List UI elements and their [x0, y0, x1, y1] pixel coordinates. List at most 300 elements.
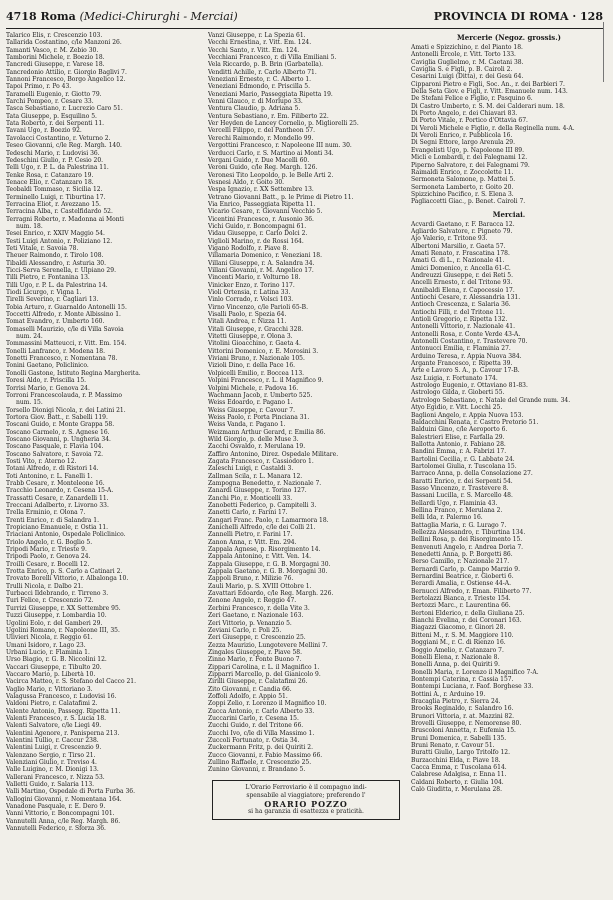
directory-entry: Terracina Eliot, r. Avezzano 15. [6, 200, 101, 208]
directory-entry: Ventura Sebastiano, r. Em. Filiberto 22. [208, 112, 329, 120]
directory-entry: Via Enrico, Passeggiata Ripetta 11. [208, 200, 316, 208]
directory-entry: Tedeschi Mario, r. Ludovisi 36. [6, 149, 100, 157]
directory-entry: Tropiciano Emanuele, r. Ostia 11. [6, 524, 109, 532]
directory-entry: Ugolini Romano, r. Napoleone III, 35. [6, 626, 120, 634]
directory-entry: Di Porto Vitale, r. Portico d'Ottavia 67. [411, 117, 528, 125]
directory-entry: Spizzichino Pacifico, r. S. Elena 3. [411, 190, 514, 198]
directory-entry: Bandini Emma, r. A. Fabrizi 17. [411, 448, 507, 456]
directory-entry: Vacirca Matteo, r. S. Stefano del Cacco 21. [6, 678, 137, 686]
directory-entry: Vichi Guido, r. Boncompagni 61. [208, 222, 307, 230]
directory-entry: Di Veroli Enrico, r. Pubblicola 16. [411, 132, 513, 140]
directory-entry: Benvenuti Angelo, r. Andrea Doria 7. [411, 543, 524, 551]
directory-entry: Toscano Carmelo, r. S. Agnese 16. [6, 428, 110, 436]
header-subtitle: (Medici-Chirurghi - Merciai) [79, 10, 238, 23]
directory-entry: Tamborini Michele, r. Boezio 18. [6, 54, 105, 62]
directory-entry: Tancredi Giuseppe, r. Varese 18. [6, 61, 105, 69]
directory-entry: Villani Giovanni, r. M. Angelico 17. [208, 267, 314, 274]
directory-entry: Amati e Spizzichino, r. del Pianto 18. [411, 44, 523, 51]
directory-entry: Caviglia Guglielmo, r. M. Caetani 38. [411, 58, 524, 66]
directory-entry: Tata Roberto, r. dei Serpenti 11. [6, 120, 105, 128]
directory-entry: Andreuzzi Giuseppe, r. dei Reti 5. [411, 271, 513, 279]
page-number: 4718 [6, 10, 37, 23]
directory-entry: Troilli Cesare, r. Bocelli 12. [6, 560, 90, 568]
directory-entry: Vergottini Francesco, r. Napoleone III num. 30. [208, 142, 352, 150]
directory-entry: Bontempi Caterina, r. Cassia 157. [411, 675, 514, 683]
directory-entry: Zezza Maurizio, Lungotevere Mellini 7. [208, 641, 328, 649]
directory-entry: Caldani Roberto, r. Giulia 104. [411, 778, 504, 786]
directory-entry: Bianchi Evelina, r. dei Coronari 163. [411, 617, 522, 625]
directory-entry: Zappoli Bruno, r. Milizie 76. [208, 575, 294, 583]
directory-entry: Della Seta Giov. e Figli, r. Vitt. Emanuele num. 143. [411, 88, 568, 96]
directory-entry: Tallarida Costantino, c/le Manzoni 26. [6, 39, 122, 47]
directory-entry: Tuzzi Giuseppe, r. Lombardia 10. [6, 612, 107, 620]
directory-entry: Valli Martino, Ospedale di Porta Furba 36. [6, 788, 136, 796]
directory-entry: Zinno Mario, r. Fonte Buono 7. [208, 656, 302, 664]
directory-entry: Venni Glauco, r. di Morlupo 33. [208, 98, 303, 106]
directory-entry: Torsello Dionigi Nicola, r. dei Latini 21. [6, 406, 126, 414]
directory-entry: Tosti Vito, r. Aterno 12. [6, 457, 77, 465]
directory-entry: Valletti Guido, r. Salaria 113. [6, 781, 95, 789]
directory-entry: Brunori Vittoria, r. at. Mazzini 82. [411, 712, 515, 720]
directory-entry: Volpini Michele, r. Padova 16. [208, 384, 299, 392]
directory-entry: Tiodi Licurgo, r. Vigna 1. [6, 289, 82, 297]
directory-entry: Tripodi Paolo, r. Genova 24. [6, 553, 91, 561]
directory-entry: Antioli Gregorio, r. Ripetta 132. [411, 316, 508, 324]
directory-entry: Tapoi Primo, r. Po 43. [6, 83, 72, 91]
directory-entry: Antiochi Cesare, r. Alessandria 131. [411, 294, 521, 301]
directory-entry: Zucchi Guido, r. del Tritone 66. [208, 722, 304, 730]
directory-entry: Valenti Salvatore, c/le Liegi 49. [6, 722, 102, 730]
directory-entry: Vanadone Pasquale, r. E. Dero 9. [6, 803, 106, 811]
directory-entry: Ticci-Serva Serenella, r. Ulpiano 29. [6, 267, 116, 274]
directory-entry: Evangelisti Ugo, p. Napoleone III 89. [411, 146, 524, 154]
directory-entry: Arduino Teresa, r. Appia Nuova 384. [411, 352, 522, 360]
directory-entry: De Stefani Felice e Figlio, r. Pasquino 6. [411, 95, 533, 103]
advert-line-2: spensabile al viaggiatore; preferendo l' [246, 791, 366, 799]
directory-entry: Amati G. di L., r. Nazionale 41. [411, 257, 505, 265]
directory-entry: Tonetti Francesco, r. Nomentana 78. [6, 355, 118, 363]
directory-entry: Vallerani Francesco, r. Nizza 53. [6, 773, 105, 781]
directory-entry: Triaciani Antonio, Ospedale Policlinico. [6, 531, 126, 539]
directory-entry: Valentini Tullio, r. Caccur 238. [6, 737, 99, 744]
directory-entry: Zampogna Benedetto, r. Nazionale 7. [208, 479, 322, 487]
directory-entry: Zeri Vittorio, p. Venanzio 5. [208, 619, 292, 627]
directory-entry: Trenti Enrico, r. di Salandra 1. [6, 516, 99, 524]
directory-entry: Ugolini Eolo, r. del Gamberi 29. [6, 619, 103, 627]
directory-entry: Cipparoni Pietro e Figli, Soc. An., r. dei Barbieri 7. [411, 80, 565, 88]
directory-entry: num. 24. [16, 333, 43, 341]
directory-entry: Baglioni Angelo, r. Appia Nuova 153. [411, 411, 524, 419]
directory-entry: Taramelli Eugenio, r. Giotto 79. [6, 90, 102, 98]
directory-entry: Toscano Salvatore, r. Savoia 72. [6, 450, 104, 458]
directory-entry: Villamaria Domenico, r. Veneziani 18. [208, 252, 322, 260]
directory-entry: Bonelli Maria, r. Lorenzo il Magnifico 7-A. [411, 668, 539, 676]
directory-entry: Weiss Giuseppe, r. Cavour 7. [208, 406, 296, 414]
directory-entry: Zangari Franc. Paolo, r. Lamarmora 18. [208, 516, 329, 524]
directory-entry: Bellezza Alessandro, r. Tiburtina 134. [411, 529, 526, 536]
directory-entry: Boggiani M., r. C. di Rienzo 16. [411, 639, 506, 647]
directory-entry: Bertozzi Marc., r. Laurentina 66. [411, 602, 511, 610]
directory-entry: Di Veroli Michele e Figlio, r. della Reginella num. 4-A. [411, 124, 575, 132]
directory-entry: Torrisi Mario, r. Genova 24. [6, 384, 90, 392]
directory-entry: Vecchiani Francesco, r. di Villa Emiliani 5. [208, 54, 337, 62]
directory-entry: Cesarini Luigi (Ditta), r. dei Gesù 64. [411, 73, 524, 81]
directory-entry: Zoffoli Adolfo, r. Appio 51. [208, 692, 288, 700]
directory-entry: Acvardi Gaetano, r. F. Baracca 12. [411, 220, 515, 228]
directory-entry: Zanon Anna, r. Vitt. Em. 294. [208, 538, 297, 546]
directory-entry: Vaccari Giuseppe, r. Tibulto 20. [6, 663, 102, 671]
directory-entry: Zagata Francesco, r. Cassiodoro 1. [208, 457, 314, 465]
section-mercerie-list [411, 44, 607, 206]
directory-entry: Basso Vincenzo, r. Trastevere 8. [411, 484, 509, 492]
directory-entry: Testi Luigi Antonio, r. Poliziano 12. [6, 237, 113, 245]
directory-entry: Bartolini Cecilia, r. G. Labbate 24. [411, 455, 515, 463]
directory-entry: Benedetti Anna, p. P. Borgetti 86. [411, 551, 513, 559]
directory-entry: Zippari Carolina, r. L. il Magnifico 1. [208, 663, 320, 671]
directory-entry: Burzacchini Elda, r. Piave 18. [411, 756, 501, 764]
directory-entry: Astrologo Gilda, r. Gioberti 55. [411, 389, 505, 397]
directory-entry: Brooks Reginaldo, r. Salandro 16. [411, 705, 514, 713]
directory-entry: Vincenti Mario, r. Volturno 18. [208, 274, 301, 282]
directory-entry: Zannelli Pietro, r. Farini 17. [208, 531, 293, 539]
directory-entry: Bracaglia Pietro, r. Sierra 24. [411, 697, 501, 705]
directory-entry: Zallman Scila, r. L. Manara 12. [208, 472, 303, 480]
directory-entry: Vespa Ignazio, r. XX Settembre 13. [208, 186, 314, 194]
directory-entry: Turi Felice, r. Crescenzio 72. [6, 597, 94, 605]
directory-entry: Volpicelli Emilio, r. Boccea 113. [208, 369, 305, 377]
directory-entry: Viglioli Marino, r. de Rossi 164. [208, 237, 304, 245]
directory-entry: Tarchi Pompeo, r. Cesare 33. [6, 98, 94, 106]
directory-entry: Ancelli Ernesto, r. del Tritone 93. [411, 279, 513, 287]
directory-entry: Antonelli Costantino, r. Trastevere 70. [411, 338, 528, 346]
directory-entry: Pagliaccetti Giac., p. Benet. Cairoli 7. [411, 198, 526, 206]
directory-entry: Violi Ortensia, r. Latina 33. [208, 289, 291, 297]
directory-entry: Zeri Gaetano, r. Nazionale 163. [208, 612, 304, 620]
directory-entry: Baratti Enrico, r. dei Serpenti 54. [411, 477, 513, 485]
directory-entry: Antonelli Ercole, r. Vitt. Torto 133. [411, 51, 516, 59]
directory-entry: Trassatti Cesare, r. Zanardelli 11. [6, 494, 109, 502]
directory-entry: Bellini Rosa, p. dei Risorgimento 15. [411, 536, 523, 544]
directory-entry: Zeri Giuseppe, r. Crescenzio 25. [208, 634, 306, 642]
directory-entry: Visalli Paolo, r. Spezia 64. [208, 311, 287, 319]
directory-entry: Toscano Giovanni, p. Ungheria 34. [6, 435, 111, 443]
directory-entry: Zunino Giovanni, r. Brandano 5. [208, 766, 306, 774]
directory-entry: Valentini Agenore, r. Panisperna 213. [6, 729, 120, 737]
header-left [6, 10, 238, 23]
directory-entry: Antiochi Filli, r. del Tritone 11. [411, 308, 505, 316]
directory-entry: Vinicker Enzo, r. Torino 117. [208, 281, 295, 289]
directory-entry: Tamanti Vasco, r. M. Zebio 30. [6, 46, 99, 54]
directory-entry: Vizioli Dino, r. della Pace 16. [208, 362, 296, 370]
directory-entry: Calabrese Adalgisa, r. Enna 11. [411, 771, 507, 779]
directory-entry: Vannutelli Anna, c/le Reg. Margh. 86. [6, 817, 121, 825]
directory-entry: Astrologo Eugenio, r. Ottaviano 81-83. [411, 382, 528, 390]
directory-entry: Tomat Evandro, r. Umberto 160. [6, 318, 105, 326]
directory-entry: Umani Isidoro, r. Lago 23. [6, 641, 86, 649]
directory-entry: Zappala Antonino, r. Vitt. Ven. 14. [208, 553, 312, 561]
directory-entry: Tancredonio Attilio, r. Giorgio Baglivi 7. [6, 68, 127, 76]
directory-entry: Villani Giuseppe, r. A. Salandra 34. [208, 259, 315, 267]
directory-entry: Trovato Borelli Vittorio, r. Albalonga 10. [6, 575, 129, 583]
directory-entry: Bertoni Elderico, r. della Giuliana 25. [411, 609, 525, 617]
directory-entry: Zucco Giovanni, r. Fabio Massimo 66. [208, 751, 323, 759]
directory-entry: Zucca Antonio, r. Carlo Alberto 33. [208, 707, 315, 715]
directory-entry: Bonelli Anna, p. dei Quiriti 9. [411, 661, 500, 669]
directory-entry: Zirilli Giuseppe, r. Calatafimi 26. [208, 678, 308, 686]
directory-entry: Veneziani Ernesto, r. C. Alberto 1. [208, 76, 312, 84]
directory-entry: Arte e Lavoro S. A., p. Cavour 17-B. [411, 367, 520, 375]
directory-entry: Vesnesi Aldo, r. Goito 30. [208, 178, 285, 186]
directory-entry: Tenace Elio, r. Catanzaro 18. [6, 178, 94, 186]
advert-box [212, 780, 400, 820]
directory-entry: Boggio Amelio, r. Catanzaro 7. [411, 646, 504, 654]
directory-entry: Toresi Aldo, r. Priscilla 15. [6, 377, 87, 385]
directory-entry: Astrologo Sebastiano, r. Natale del Grande num. 34. [411, 396, 571, 404]
directory-entry: Zito Giovanni, r. Candia 66. [208, 685, 292, 693]
directory-entry: Asz Luigia, r. Fortunato 174. [411, 374, 498, 382]
directory-entry: Tomaselli Maurizio, c/le di Villa Savoia [6, 325, 124, 333]
directory-entry: Caviglia S. e Figli, p. B. Cairoli 2. [411, 66, 513, 74]
city-name: Roma [40, 10, 76, 23]
directory-entry: Vitetti Giuseppe, r. Olona 3. [208, 333, 293, 341]
directory-entry: Berso Camillo, r. Nazionale 217. [411, 558, 510, 566]
directory-entry: Zanichelli Alfredo, c/le dei Colli 21. [208, 524, 316, 532]
directory-entry: Vaccaro Mario, p. Libertà 10. [6, 670, 96, 678]
directory-entry: Tirelli Severino, r. Cagliari 13. [6, 296, 99, 304]
directory-entry: Zenone Angelo, r. Reggio 47. [208, 597, 297, 605]
directory-entry: Wild Giorgio, p. delle Muse 3. [208, 435, 299, 443]
page-header [6, 8, 603, 29]
directory-entry: Veneziani Mario, Passeggiata Ripetta 19. [208, 90, 333, 98]
directory-entry: Verechi Raimondo, r. Mondello 99. [208, 134, 314, 142]
directory-entry: Valenti Francesco, r. S. Lucia 18. [6, 714, 107, 722]
directory-entry: Sermoneta Salomone, p. Mattei 5. [411, 176, 516, 184]
directory-entry: Valente Antonio, Passegg. Ripetta 11. [6, 707, 121, 715]
directory-entry: Urbani Lucio, r. Flaminia 1. [6, 648, 90, 656]
directory-entry: Tripodi Mario, r. Trieste 9. [6, 546, 87, 554]
directory-entry: Zerbini Francesco, r. della Vite 3. [208, 604, 310, 612]
directory-entry: Cacca Emma, r. Tuscolana 614. [411, 764, 507, 771]
directory-entry: Tenke Rosa, r. Catanzaro 19. [6, 171, 94, 179]
directory-entry: Brovelli Giuseppe, r. Nemorense 80. [411, 719, 522, 727]
directory-entry: Amati Renato, r. Frascatina 178. [411, 249, 510, 257]
directory-entry: Tracchio Leonardo, r. Cesena 15-A. [6, 487, 114, 495]
directory-entry: Ballotta Antonio, r. Fabiano 28. [411, 440, 506, 448]
header-right: PROVINCIA DI ROMA · 128 [433, 10, 603, 23]
directory-entry: Vitali Giuseppe, r. Gracchi 328. [208, 325, 304, 333]
directory-entry: Vannutelli Federico, r. Sforza 36. [6, 825, 106, 833]
directory-entry: Zipparri Marcello, p. del Gianicolo 9. [208, 670, 321, 678]
directory-entry: Wachmann Jacob, r. Umberto 525. [208, 391, 313, 399]
column-3 [411, 32, 607, 894]
directory-entry: Antonelli Rosa, r. Conte Verde 43-A. [411, 330, 521, 338]
directory-entry: Turbacci Ildebrando, r. Tirreno 3. [6, 590, 109, 598]
directory-entry: Vergani Guido, r. Due Macelli 60. [208, 156, 310, 164]
directory-entry: Valagussa Francesco, r. Ludovisi 16. [6, 692, 117, 700]
directory-entry: Vicario Cesare, r. Giovanni Vecchio 5. [208, 208, 323, 216]
directory-entry: Bassani Lucilla, r. S. Marcello 48. [411, 492, 513, 500]
directory-entry: Urso Biagio, r. G. B. Niccolini 12. [6, 656, 107, 664]
directory-entry: Tommassini Matteucci, r. Vitt. Em. 154. [6, 340, 127, 348]
directory-entry: Treccani Adalberto, r. Livorno 33. [6, 502, 109, 509]
directory-entry: Annibaldi Elena, r. Capocessio 17. [411, 286, 515, 294]
directory-entry: Tedeschini Giulio, r. P. Cesio 20. [6, 156, 104, 164]
directory-entry: Tasca Sebastiano, r. Lucrezio Caro 51. [6, 105, 123, 113]
province-title: PROVINCIA DI ROMA [433, 10, 569, 23]
directory-entry: Virno Vincenzo, c/le Parioli 65-B. [208, 303, 308, 311]
directory-entry: Vecchi Santo, r. Vitt. Em. 124. [208, 46, 300, 54]
directory-entry: Vaglio Mario, r. Vittoriano 3. [6, 685, 93, 693]
directory-entry: Weiss Paolo, r. Porta Pinciana 31. [208, 413, 310, 421]
directory-entry: Bernardini Beatrice, r. Gioberti 6. [411, 573, 514, 581]
directory-entry: Balestrieri Elise, r. Farfalla 29. [411, 433, 505, 441]
directory-entry: Barraco Anna, p. della Consolazione 27. [411, 470, 533, 478]
directory-entry: Amici Domenico, r. Ancella 61-C. [411, 264, 511, 272]
directory-entry: Toscano Pasquale, r. Flavia 104. [6, 443, 104, 451]
directory-entry: Ajo Valerio, r. Tritone 93. [411, 235, 488, 243]
directory-entry: Bellina Franco, r. Merulana 2. [411, 506, 503, 514]
directory-entry: Tonolli Gastone, Istituto Regina Margherita. [6, 369, 141, 377]
directory-entry: Zappala Gaetano, r. G. B. Morgagni 30. [208, 568, 328, 576]
directory-entry: Raimaldi Enrico, r. Zoccolette 11. [411, 168, 514, 176]
directory-entry: Zuccoli Fortunato, r. Ostia 34. [208, 737, 300, 744]
section-title-mercerie: Mercerie (Negoz. grossis.) [457, 33, 561, 42]
directory-entry: Vittorini Domenico, r. E. Morosini 3. [208, 347, 319, 355]
directory-entry: Tibaldi Alessandro, r. Asturia 30. [6, 259, 106, 267]
directory-entry: Tavani Ugo, r. Boezio 92. [6, 127, 82, 135]
advert-line-4: si ha garanzia di esattezza e praticità. [248, 807, 364, 815]
directory-entry: Trella Erminio, r. Olona 7. [6, 509, 86, 517]
directory-entry: Zaleschi Luigi, r. Castaldi 3. [208, 465, 294, 473]
directory-entry: Berardi Amalia, r. Ostiense 44-A. [411, 580, 511, 588]
directory-entry: Zullino Raffaele, r. Crescenzio 25. [208, 759, 312, 767]
directory-entry: Zanardi Giuseppe, r. Torino 127. [208, 487, 307, 495]
directory-entry: Volpini Francesco, r. L. il Magnifico 9. [208, 377, 324, 385]
directory-entry: Agliardo Salvatore, r. Pigneto 79. [411, 227, 513, 235]
directory-entry: Terminello Luigi, r. Tiburtina 17. [6, 193, 106, 201]
directory-entry: Zingales Giuseppe, r. Piave 58. [208, 648, 303, 656]
directory-entry: Viganò Rodolfo, r. Piave 8. [208, 244, 289, 252]
directory-entry: Vitali Andrea, r. Nizza 11. [208, 318, 287, 326]
directory-entry: Zanetti Carlo, r. Farini 17. [208, 509, 288, 517]
directory-entry: Weizmann Arthur Gerard, r. Emilia 86. [208, 428, 326, 436]
directory-entry: Valle Luigino, r. M. Dionigi 13. [6, 766, 99, 774]
directory-entry: Bellardi Ugo, r. Flaminia 43. [411, 499, 498, 507]
advert-brand: ORARIO POZZO [264, 798, 348, 809]
directory-entry: Valenziani Giulio, r. Treviso 4. [6, 759, 97, 767]
directory-entry: Di Segni Ettore, largo Arenula 29. [411, 139, 516, 147]
directory-entry: Vinlo Corrado, r. Volsci 103. [208, 296, 294, 304]
directory-entry: Vercelli Filippo, r. del Pantheon 57. [208, 127, 316, 135]
directory-entry: Zuccarini Carlo, r. Cesena 15. [208, 714, 299, 722]
directory-entry: Terracina Alba, r. Castelfidardo 52. [6, 208, 113, 216]
directory-entry: Tonini Gaetano, Policlinico. [6, 362, 89, 370]
directory-entry: Turrizi Giuseppe, r. XX Settembre 95. [6, 604, 121, 612]
section-title-merciai: Merciai. [492, 209, 526, 219]
directory-entry: Tannoni Francesco, Borgo Angelico 12. [6, 76, 126, 84]
directory-entry: Verducci Carlo, r. S. Martino ai Monti 34. [208, 149, 334, 157]
directory-entry: Bernardi Carlo, p. Campo Marzio 9. [411, 565, 520, 573]
directory-entry: Zanchi Pio, r. Monticelli 33. [208, 494, 293, 502]
directory-entry: Vidau Giuseppe, r. Carlo Dolci 2. [208, 230, 308, 238]
directory-entry: Argante Francesco, r. Ripetta 39. [411, 360, 513, 368]
section-merciai-list [411, 221, 607, 794]
directory-entry: Tonelli Lanfranco, r. Modena 18. [6, 347, 106, 355]
directory-entry: Torroni Francescolauda, r. P. Massimo [6, 391, 122, 399]
directory-entry: Micli e Lombardi, r. dei Falegnami 12. [411, 154, 528, 162]
directory-entry: Bonelli Elena, r. Nazionale 8. [411, 653, 500, 661]
directory-entry: Sermoneta Lamberto, r. Goito 20. [411, 183, 514, 191]
directory-entry: Ver Heyden de Lancey Cornelio, p. Migliorelli 25. [208, 120, 359, 128]
directory-entry: Balduini Gino, c/le Aeroporto 6. [411, 426, 508, 434]
directory-entry: Veroni Guido, c/le Reg. Margh. 126. [208, 164, 318, 172]
directory-entry: Antioch Crescenza, r. Salaria 36. [411, 301, 511, 309]
directory-entry: Vitolini Gioacchino, r. Gaeta 4. [208, 340, 301, 348]
directory-entry: Trulli Nicola, r. Dalbo 21. [6, 582, 84, 590]
directory-entry: Zanobetti Federico, p. Campitelli 3. [208, 502, 317, 509]
directory-entry: Vanni Vittorio, r. Boncompagni 101. [6, 810, 115, 818]
column-2 [208, 32, 404, 894]
directory-entry: Tortora Giov. Batt., r. Sabelli 119. [6, 413, 108, 421]
directory-entry: Theuer Raimondo, r. Tirolo 108. [6, 252, 104, 260]
directory-entry: Zeviani Carlo, r. Poli 25. [208, 626, 282, 634]
directory-entry: Tobia Arturo, r. Guarnaldo Antonelli 15. [6, 303, 127, 311]
directory-entry: Antonucci Emilia, r. Flaminia 27. [411, 345, 511, 353]
directory-entry: Toccetti Alfredo, r. Monte Albissino 1. [6, 311, 121, 319]
directory-entry: Vanzi Giuseppe, r. La Spezia 61. [208, 32, 306, 39]
directory-entry: Bertolazzi Bianca, r. Trieste 154. [411, 595, 511, 603]
directory-entry: Vela Riccardo, p. B. Brin (Garbatella). [208, 61, 324, 69]
directory-entry: Ventura Claudio, p. Adriana 5. [208, 105, 301, 113]
directory-entry: num. 15. [16, 399, 43, 407]
directory-entry: Weiss Edoardo, r. Pagano 1. [208, 399, 293, 407]
directory-entry: Venditti Achille, r. Carlo Alberto 71. [208, 68, 317, 76]
directory-entry: Zuckermann Fritz, p. dei Quiriti 2. [208, 744, 314, 752]
directory-entry: Ulivieri Nicola, r. Reggio 61. [6, 634, 93, 642]
directory-entry: Baldacchini Renata, r. Castro Pretorio 51. [411, 418, 539, 426]
directory-entry: Bruscoloni Annetta, r. Eufemia 15. [411, 727, 516, 735]
directory-entry: Vallogini Giovanni, r. Nomentana 164. [6, 795, 122, 803]
directory-entry: Toti Antonino, r. L. Fanelli 1. [6, 472, 93, 480]
directory-entry: Veronesi Tito Leopoldo, p. le Belle Arti 2. [208, 171, 334, 179]
directory-entry: Telli Ugo, r. P. L. da Palestrina 11. [6, 164, 109, 172]
page-number-right: 128 [580, 10, 603, 23]
directory-entry: Triolo Angelo, r. G. Boglio 5. [6, 538, 93, 546]
directory-entry: Valentini Luigi, r. Crescenzio 9. [6, 744, 102, 752]
directory-entry: Valenzano Sergio, r. Tirso 21. [6, 751, 96, 759]
directory-entry: Viviani Bruno, r. Nazionale 105. [208, 355, 305, 363]
directory-entry: Antonelli Vittorio, r. Nazionale 41. [411, 323, 515, 331]
column-2-list [208, 32, 404, 774]
directory-entry: Battaglia Maria, r. G. Lurago 7. [411, 521, 507, 529]
directory-entry: Bontempi Luciana, r. Faof. Borghese 33. [411, 683, 534, 691]
directory-entry: Tilli Ugo, r. P. L. da Palestrina 14. [6, 281, 108, 289]
directory-entry: Vecchi Ernestina, r. Vitt. Em. 124. [208, 39, 312, 47]
directory-entry: Toscani Guido, r. Monte Grappa 58. [6, 421, 115, 429]
directory-entry: Teobaldi Tommaso, r. Sicilia 12. [6, 186, 103, 194]
directory-entry: Bitteni M., r. S. M. Maggiore 110. [411, 631, 514, 639]
directory-entry: Tesei Enrico, r. XXIV Maggio 54. [6, 230, 105, 238]
directory-entry: Teseo Giovanni, c/le Reg. Margh. 140. [6, 142, 122, 150]
directory-entry: Trotta Enrico, p. S. Carlo a Catinari 2. [6, 568, 123, 576]
directory-entry: Vicentini Francesco, r. Ausonio 36. [208, 215, 314, 223]
directory-entry: Zappala Giuseppe, r. G. B. Morgagni 30. [208, 560, 331, 568]
directory-entry: Tata Giuseppe, p. Esquilino 5. [6, 112, 97, 120]
directory-entry: Veneziani Edmondo, r. Priscilla 5. [208, 83, 311, 91]
column-1 [6, 32, 202, 894]
directory-entry: Terragni Roberto, r. Madonna ai Monti [6, 215, 124, 223]
directory-entry: Teti Vitale, r. Savoia 78. [6, 244, 79, 252]
